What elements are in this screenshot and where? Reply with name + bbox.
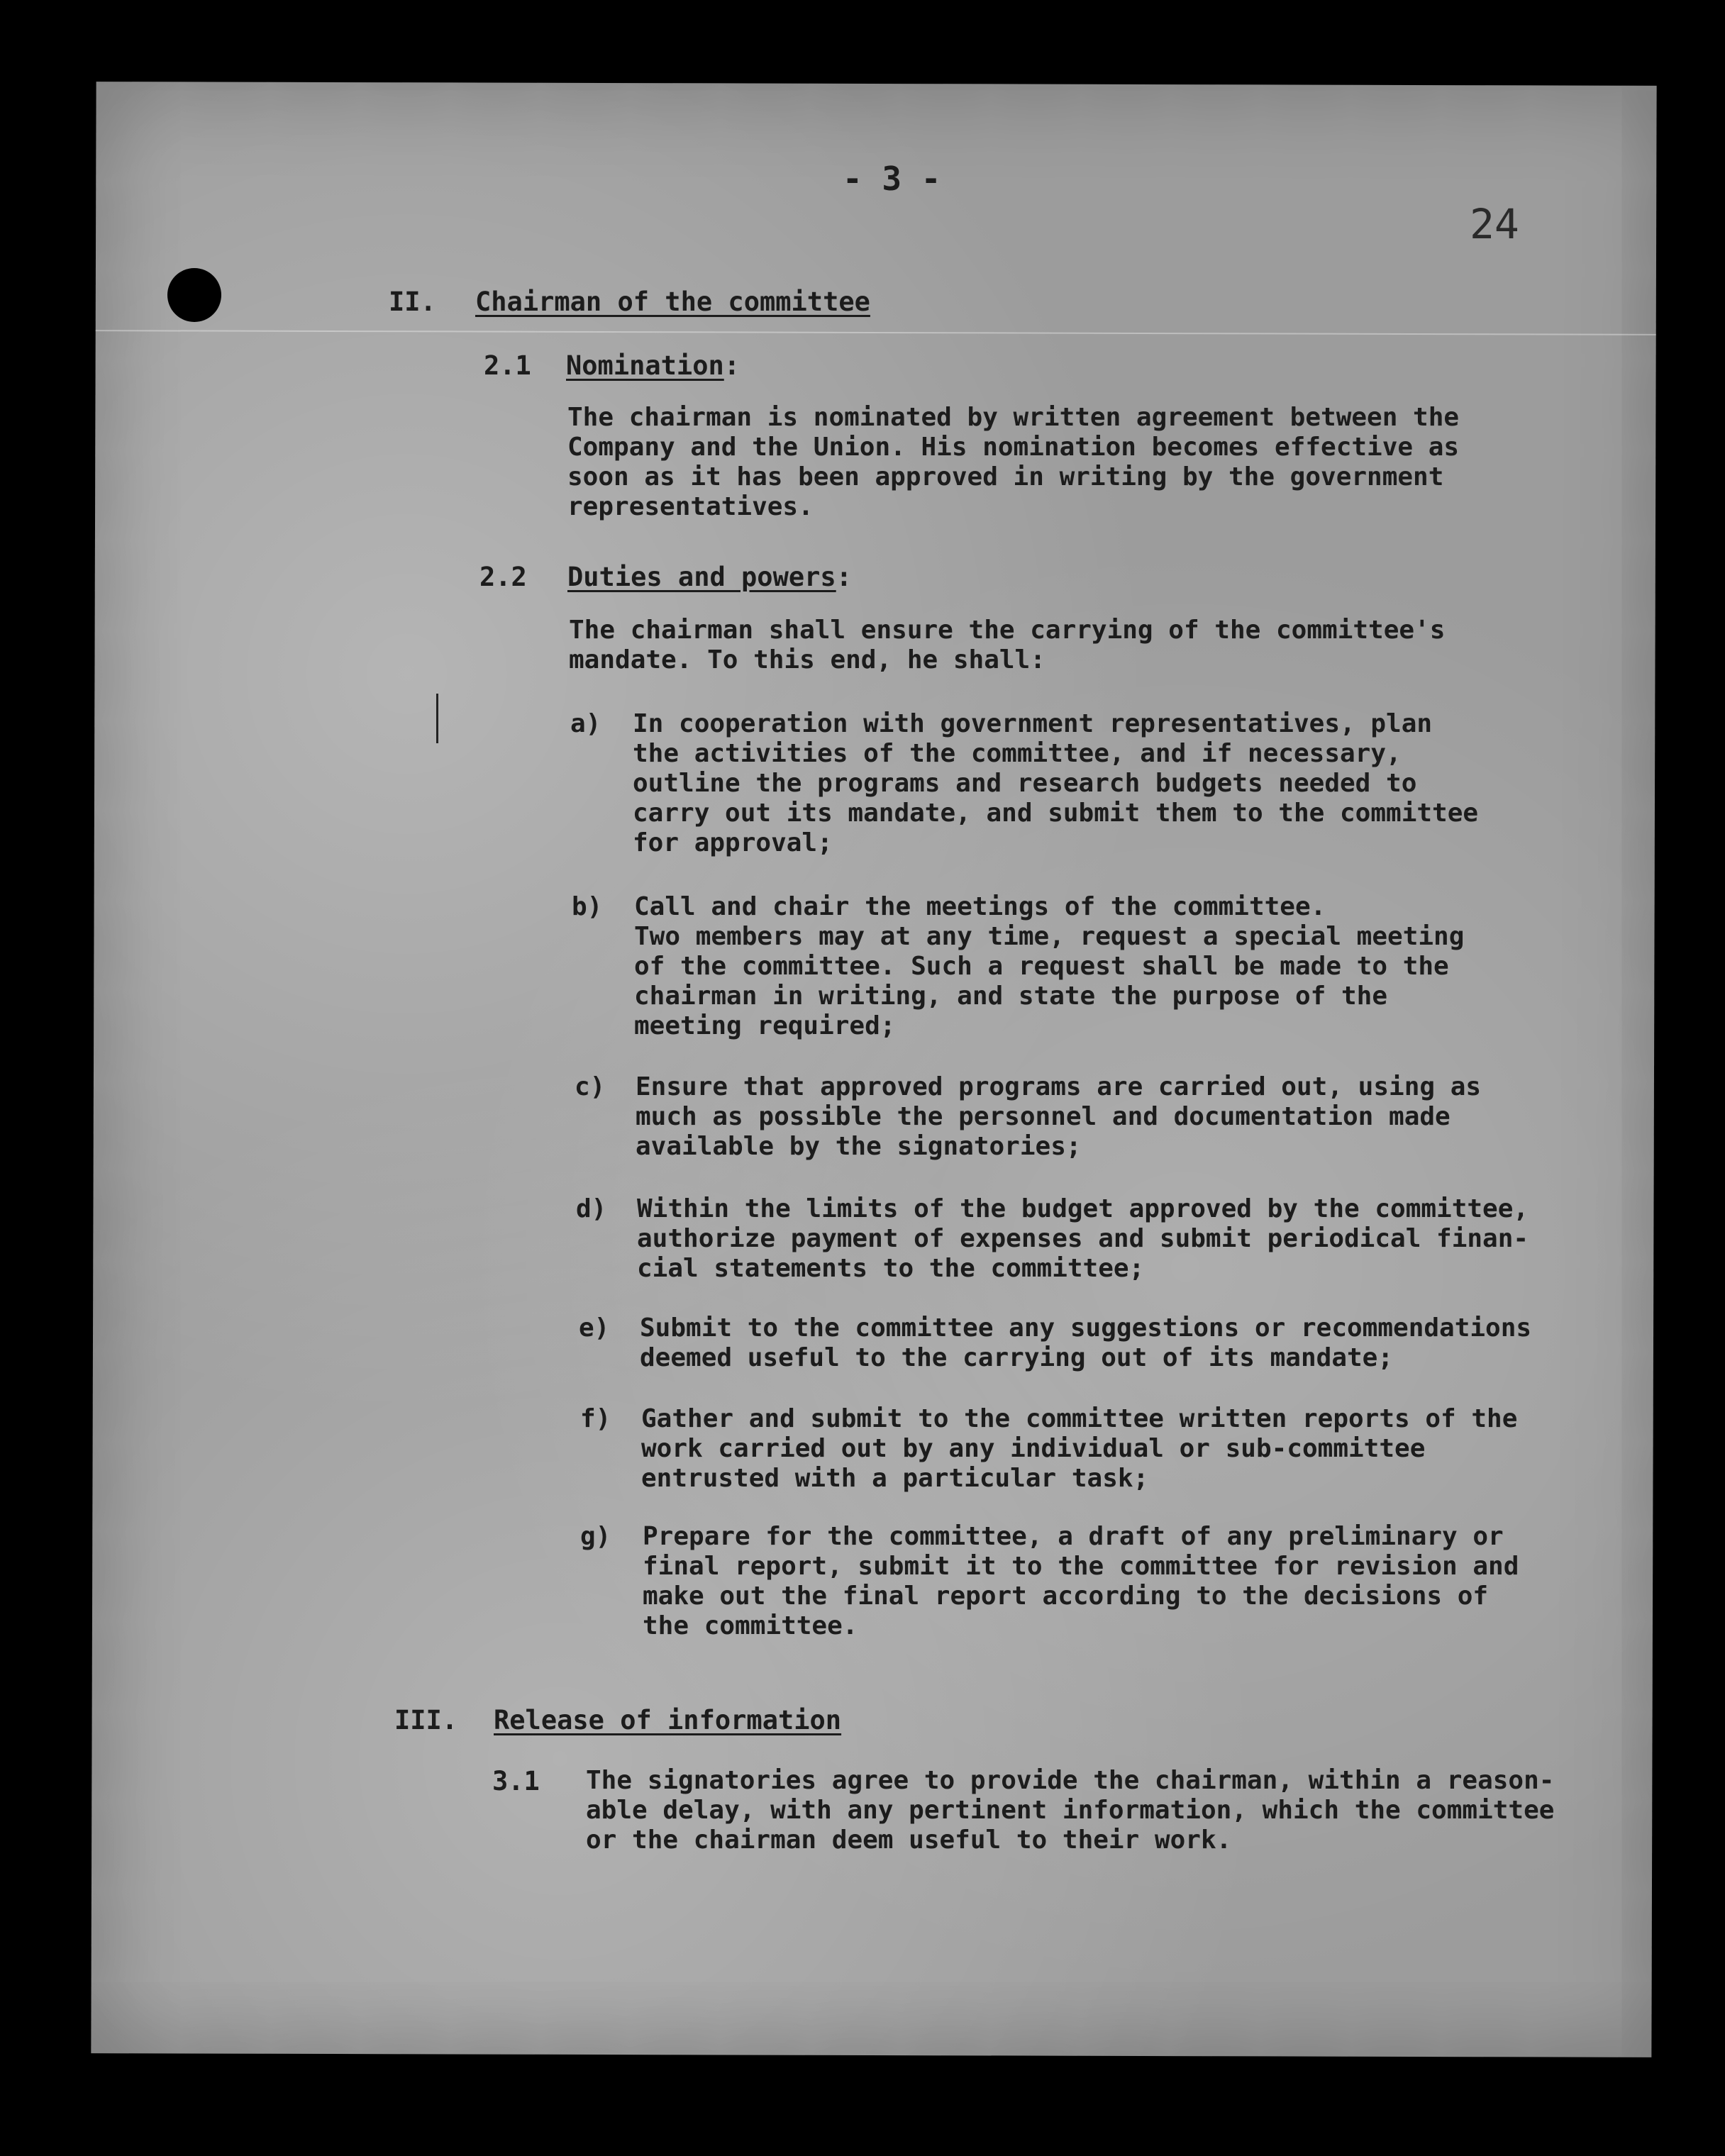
paragraph-line: The chairman shall ensure the carrying of the committee's — [569, 616, 1446, 645]
item-line: work carried out by any individual or sub-committee — [641, 1434, 1426, 1463]
release-paragraph — [586, 1766, 1554, 1855]
item-line: make out the final report according to the decisions of — [643, 1582, 1489, 1611]
item-e-text — [640, 1313, 1531, 1373]
item-f-label: f) — [580, 1404, 611, 1433]
page-number: - 3 - — [843, 160, 941, 198]
paragraph-line: able delay, with any pertinent information, which the committee — [586, 1796, 1555, 1825]
paragraph-line: or the chairman deem useful to their work. — [586, 1826, 1232, 1855]
reference-number: 24 — [1470, 200, 1519, 248]
item-line: much as possible the personnel and documentation made — [636, 1102, 1451, 1131]
paragraph-line: The signatories agree to provide the chairman, within a reason- — [586, 1766, 1555, 1795]
item-line: the activities of the committee, and if necessary, — [633, 739, 1402, 768]
item-e-label: e) — [579, 1313, 610, 1343]
item-line: Gather and submit to the committee written reports of the — [641, 1404, 1518, 1433]
item-line: outline the programs and research budgets needed to — [633, 769, 1417, 798]
item-line: for approval; — [633, 828, 833, 857]
subsection-2-1-heading — [566, 350, 740, 381]
subsection-2-2-heading — [567, 562, 852, 592]
item-line: Within the limits of the budget approved by the committee, — [637, 1194, 1529, 1223]
paragraph-line: representatives. — [567, 492, 814, 521]
item-line: entrusted with a particular task; — [641, 1464, 1149, 1493]
item-line: Prepare for the committee, a draft of any preliminary or — [643, 1522, 1504, 1551]
item-line: cial statements to the committee; — [637, 1254, 1145, 1283]
item-a-label: a) — [570, 709, 601, 738]
item-d-label: d) — [576, 1194, 607, 1223]
section-3-title: Release of information — [494, 1705, 842, 1735]
item-f-text — [641, 1404, 1517, 1494]
item-line: Submit to the committee any suggestions or recommendations — [640, 1313, 1532, 1343]
item-b-label: b) — [572, 892, 603, 921]
paragraph-line: soon as it has been approved in writing by the government — [567, 462, 1444, 491]
item-d-text — [637, 1194, 1529, 1284]
document-page — [91, 82, 1656, 2057]
item-b-text — [634, 892, 1464, 1041]
item-line: of the committee. Such a request shall be made to the — [634, 952, 1449, 981]
item-line: carry out its mandate, and submit them to the committee — [633, 799, 1479, 828]
item-g-label: g) — [580, 1522, 611, 1551]
margin-mark — [436, 694, 438, 743]
item-g-text — [643, 1522, 1519, 1641]
item-c-text — [636, 1072, 1481, 1162]
punch-hole — [167, 268, 221, 322]
duties-intro — [569, 616, 1445, 675]
subsection-2-2-colon: : — [836, 562, 852, 592]
item-line: In cooperation with government representatives, plan — [633, 709, 1433, 738]
item-line: final report, submit it to the committee for revision and — [643, 1552, 1519, 1581]
nomination-paragraph — [567, 403, 1459, 522]
item-line: available by the signatories; — [636, 1132, 1082, 1161]
subsection-2-1-number: 2.1 — [484, 350, 531, 381]
subsection-2-2-number: 2.2 — [479, 562, 527, 592]
item-line: chairman in writing, and state the purpose of the — [634, 982, 1388, 1011]
item-line: Two members may at any time, request a special meeting — [634, 922, 1465, 951]
item-line: deemed useful to the carrying out of its mandate; — [640, 1343, 1394, 1372]
item-line: Call and chair the meetings of the committee. — [634, 892, 1326, 921]
item-line: the committee. — [643, 1611, 858, 1640]
section-3-number: III. — [394, 1705, 458, 1735]
item-line: meeting required; — [634, 1011, 896, 1040]
subsection-3-1-number: 3.1 — [492, 1766, 540, 1796]
item-c-label: c) — [575, 1072, 606, 1101]
item-line: authorize payment of expenses and submit periodical finan- — [637, 1224, 1529, 1253]
scan-fold-line — [96, 330, 1656, 335]
paragraph-line: mandate. To this end, he shall: — [569, 645, 1045, 674]
item-a-text — [633, 709, 1478, 858]
item-line: Ensure that approved programs are carried out, using as — [636, 1072, 1482, 1101]
paragraph-line: Company and the Union. His nomination becomes effective as — [567, 433, 1460, 462]
subsection-2-2-title: Duties and powers — [567, 562, 836, 592]
section-2-number: II. — [389, 287, 436, 317]
subsection-2-1-title: Nomination — [566, 350, 724, 381]
paragraph-line: The chairman is nominated by written agreement between the — [567, 403, 1460, 432]
subsection-2-1-colon: : — [723, 350, 741, 381]
section-2-title: Chairman of the committee — [475, 287, 870, 317]
